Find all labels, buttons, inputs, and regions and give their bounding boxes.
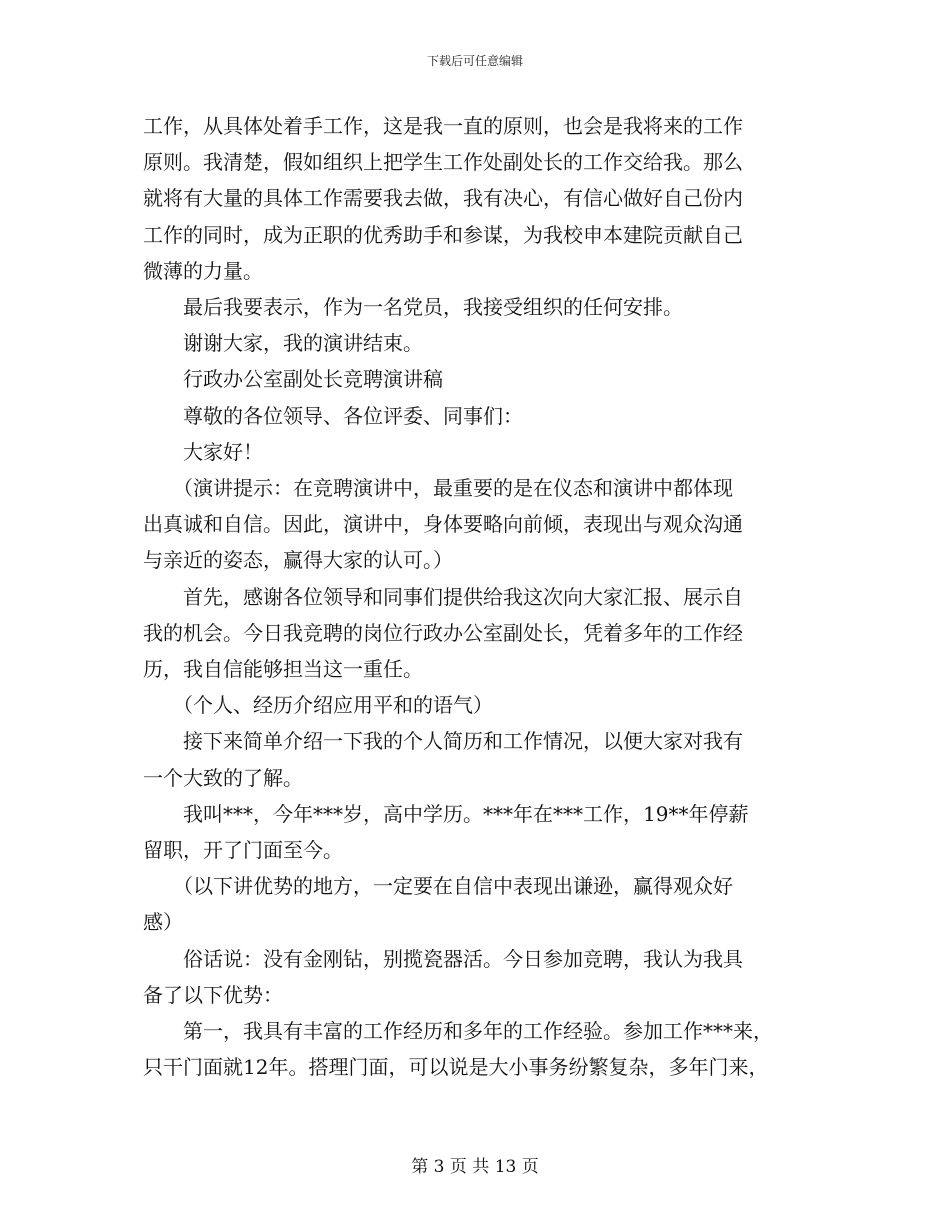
text-line: 留职，开了门面至今。: [143, 838, 343, 863]
text-line: 尊敬的各位领导、各位评委、同事们：: [143, 403, 523, 428]
document-body: [143, 108, 823, 1085]
text-line: （以下讲优势的地方，一定要在自信中表现出谦逊，赢得观众好: [143, 874, 733, 899]
text-line: 行政办公室副处长竞聘演讲稿: [143, 367, 443, 392]
text-line: 俗话说：没有金刚钻，别揽瓷器活。今日参加竞聘，我认为我具: [143, 946, 743, 971]
text-line: 首先，感谢各位领导和同事们提供给我这次向大家汇报、展示自: [143, 584, 743, 609]
page-header: 下载后可任意编辑: [426, 54, 523, 68]
text-line: 接下来简单介绍一下我的个人简历和工作情况，以便大家对我有: [143, 729, 743, 754]
page-footer: 第 3 页 共 13 页: [411, 1157, 539, 1177]
text-line: 一个大致的了解。: [143, 765, 303, 790]
text-line: 只干门面就12年。搭理门面，可以说是大小事务纷繁复杂，多年门来，: [143, 1055, 769, 1080]
text-line: 微薄的力量。: [143, 258, 263, 283]
text-line: 谢谢大家，我的演讲结束。: [143, 331, 423, 356]
text-line: （演讲提示：在竞聘演讲中，最重要的是在仪态和演讲中都体现: [143, 476, 733, 501]
text-line: 原则。我清楚，假如组织上把学生工作处副处长的工作交给我。那么: [143, 150, 743, 175]
text-line: （个人、经历介绍应用平和的语气）: [143, 693, 493, 718]
text-line: 我叫***，今年***岁，高中学历。***年在***工作，19**年停薪: [143, 801, 749, 826]
text-line: 备了以下优势：: [143, 982, 283, 1007]
text-line: 工作，从具体处着手工作，这是我一直的原则，也会是我将来的工作: [143, 114, 743, 138]
text-line: 第一，我具有丰富的工作经历和多年的工作经验。参加工作***来，: [143, 1019, 773, 1044]
text-line: 最后我要表示，作为一名党员，我接受组织的任何安排。: [143, 295, 683, 320]
text-line: 与亲近的姿态，赢得大家的认可。）: [143, 548, 453, 573]
text-line: 大家好！: [143, 439, 263, 464]
text-line: 感）: [143, 910, 183, 935]
text-line: 历，我自信能够担当这一重任。: [143, 657, 423, 682]
text-line: 就将有大量的具体工作需要我去做，我有决心，有信心做好自己份内: [143, 186, 743, 211]
text-line: 出真诚和自信。因此，演讲中，身体要略向前倾，表现出与观众沟通: [143, 512, 743, 537]
text-line: 工作的同时，成为正职的优秀助手和参谋，为我校申本建院贡献自己: [143, 222, 743, 247]
text-line: 我的机会。今日我竞聘的岗位行政办公室副处长，凭着多年的工作经: [143, 620, 743, 645]
